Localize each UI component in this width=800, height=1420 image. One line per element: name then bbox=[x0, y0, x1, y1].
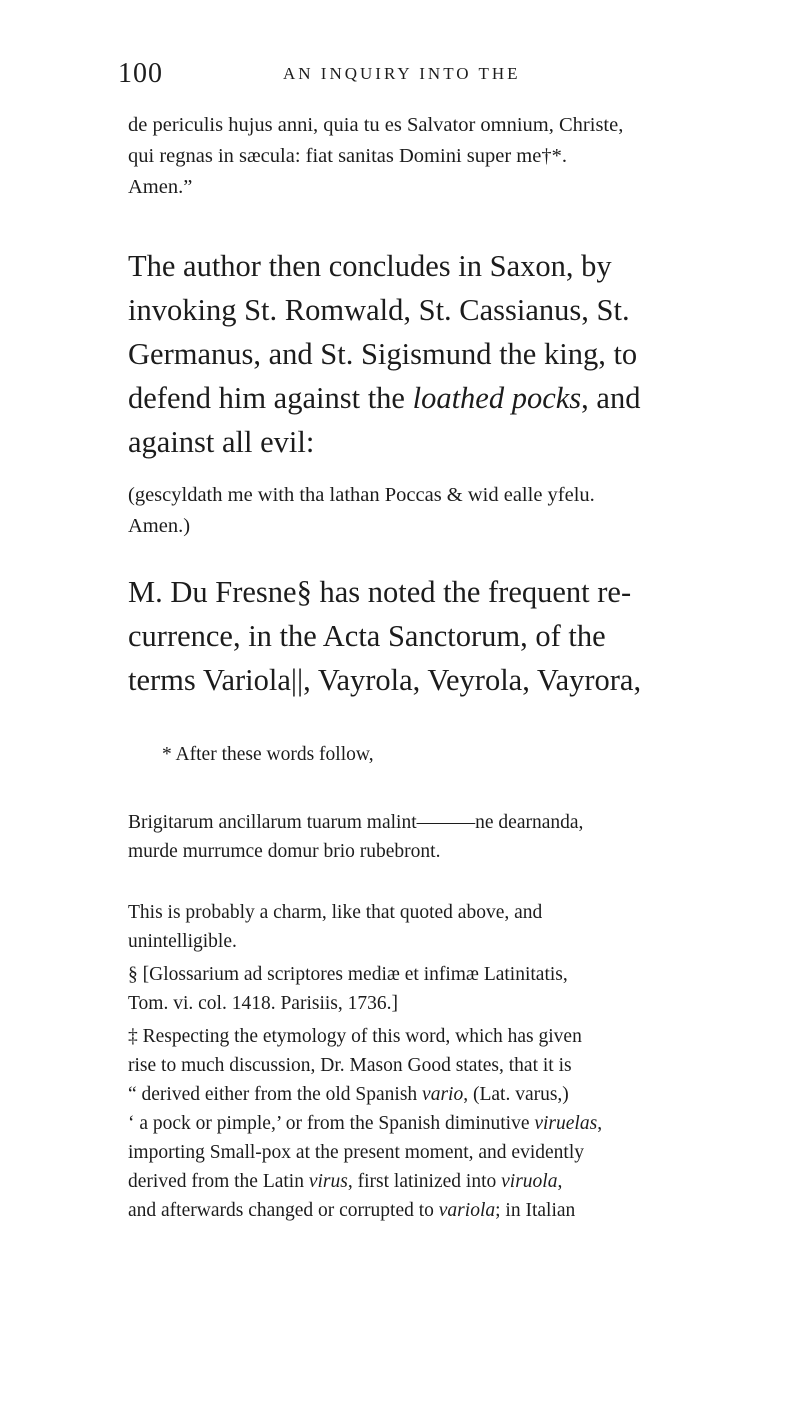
text-line: terms Variola||, Vayrola, Veyrola, Vayrora, bbox=[128, 663, 642, 697]
saxon-quotation bbox=[128, 480, 686, 542]
text-line: Amen.” bbox=[128, 176, 193, 198]
page-number: 100 bbox=[118, 58, 163, 89]
text-line: Brigitarum ancillarum tuarum malint———ne dearnanda, bbox=[128, 812, 584, 833]
footnote-brigitarum bbox=[128, 808, 686, 866]
text-line: de periculis hujus anni, quia tu es Salvator omnium, Christe, bbox=[128, 114, 624, 136]
text-line: defend him against the loathed pocks, and bbox=[128, 381, 641, 415]
du-fresne-paragraph bbox=[128, 570, 686, 702]
text-line: unintelligible. bbox=[128, 931, 237, 952]
text-line: M. Du Fresne§ has noted the frequent re- bbox=[128, 575, 632, 609]
text-line: The author then concludes in Saxon, by bbox=[128, 249, 612, 283]
text-line: against all evil: bbox=[128, 425, 315, 459]
italic-phrase: loathed pocks bbox=[412, 381, 582, 415]
text-line: This is probably a charm, like that quoted above, and bbox=[128, 902, 543, 923]
saxon-conclusion-paragraph bbox=[128, 244, 686, 464]
text-line: § [Glossarium ad scriptores mediæ et infimæ Latinitatis, bbox=[128, 964, 568, 985]
text-line: Germanus, and St. Sigismund the king, to bbox=[128, 337, 638, 371]
text-line: derived from the Latin virus, first latinized into viruola, bbox=[128, 1171, 563, 1192]
text-line: ‘ a pock or pimple,’ or from the Spanish diminutive viruelas, bbox=[128, 1113, 603, 1134]
text-line: ‡ Respecting the etymology of this word, which has given bbox=[128, 1026, 582, 1047]
running-title: AN INQUIRY INTO THE bbox=[283, 64, 521, 83]
text-line: Amen.) bbox=[128, 515, 191, 537]
footnote-etymology bbox=[128, 1022, 686, 1225]
text-line: and afterwards changed or corrupted to variola; in Italian bbox=[128, 1200, 576, 1221]
text-line: “ derived either from the old Spanish vario, (Lat. varus,) bbox=[128, 1084, 569, 1105]
footnote-charm bbox=[128, 898, 686, 956]
latin-prayer-paragraph bbox=[128, 110, 686, 203]
text-line: (gescyldath me with tha lathan Poccas & wid ealle yfelu. bbox=[128, 484, 595, 506]
running-head bbox=[118, 58, 688, 98]
text-line: importing Small-pox at the present moment, and evidently bbox=[128, 1142, 584, 1163]
text-line: rise to much discussion, Dr. Mason Good states, that it is bbox=[128, 1055, 572, 1076]
footnote-star bbox=[128, 740, 686, 769]
text-line: currence, in the Acta Sanctorum, of the bbox=[128, 619, 606, 653]
text-line: murde murrumce domur brio rubebront. bbox=[128, 841, 441, 862]
footnote-glossarium bbox=[128, 960, 686, 1018]
text-line: invoking St. Romwald, St. Cassianus, St. bbox=[128, 293, 630, 327]
text-line: * After these words follow, bbox=[162, 744, 374, 765]
text-line: qui regnas in sæcula: fiat sanitas Domini super me†*. bbox=[128, 145, 567, 167]
text-line: Tom. vi. col. 1418. Parisiis, 1736.] bbox=[128, 993, 399, 1014]
